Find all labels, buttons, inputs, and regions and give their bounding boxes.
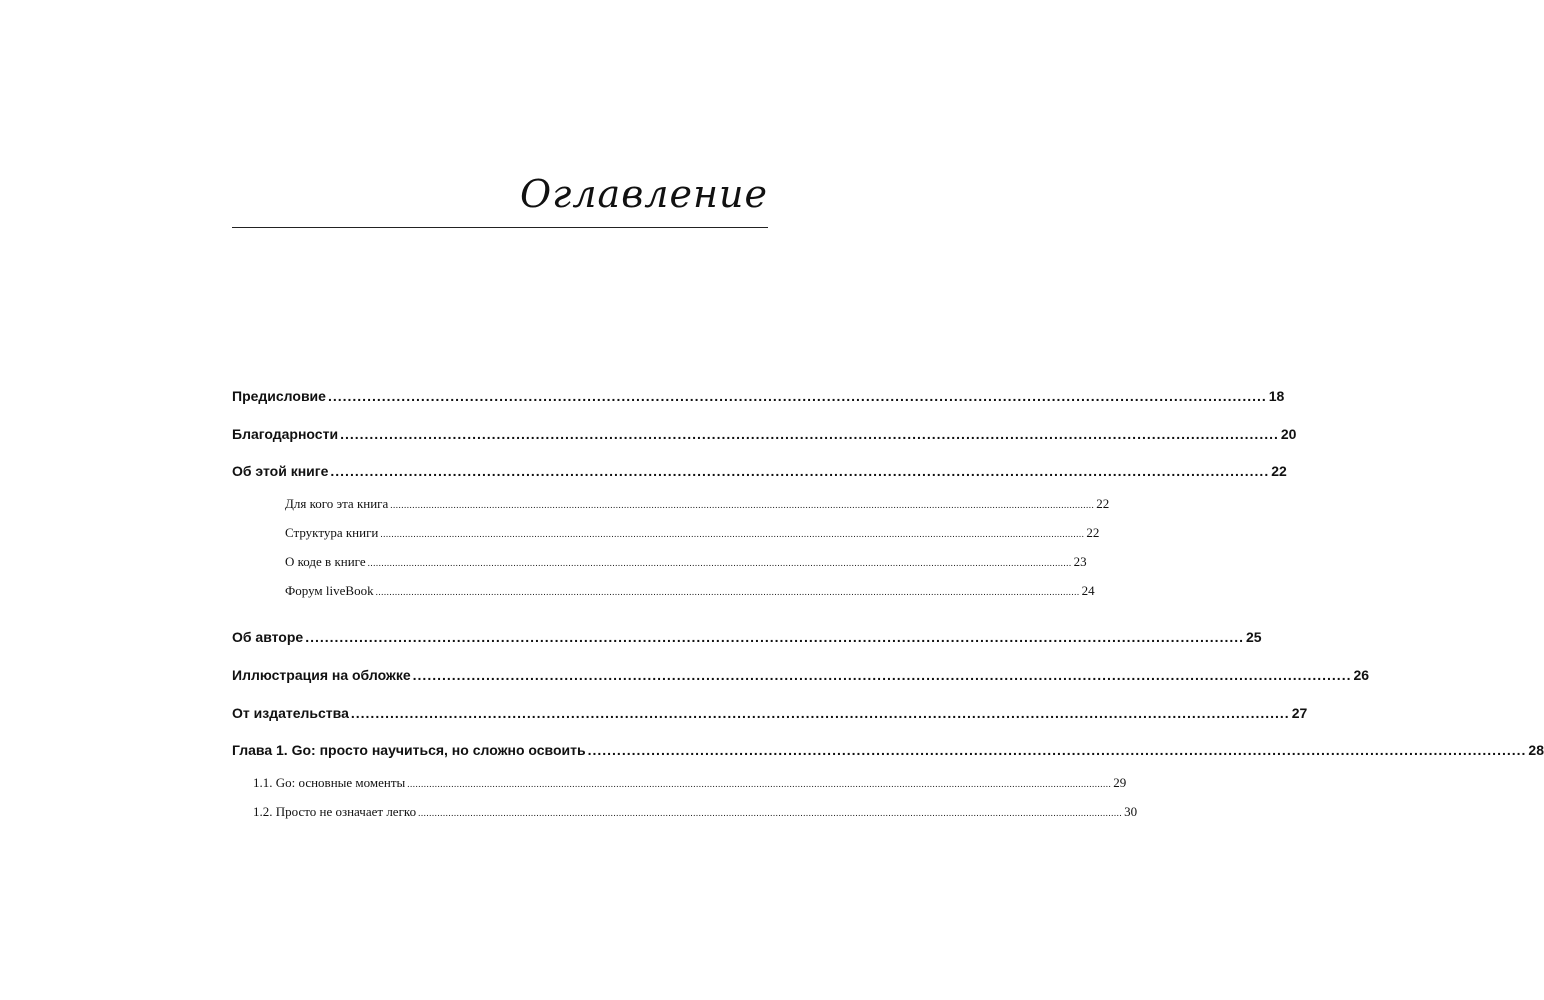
toc-entry-page: 20 <box>1280 426 1297 442</box>
toc-entry-label: Структура книги <box>285 525 379 540</box>
dot-leader: ................................................................................................................................................................................................ <box>412 667 1352 683</box>
dot-leader: ................................................................................................................................................................................................ <box>330 463 1270 479</box>
toc-entry-page: 30 <box>1124 804 1138 819</box>
toc-subentry-structure[interactable] <box>285 524 1100 541</box>
dot-leader: ................................................................................................................................................................................................................................................................ <box>407 779 1112 789</box>
toc-entry-page: 23 <box>1073 554 1087 569</box>
dot-leader: ................................................................................................................................................................................................ <box>350 705 1290 721</box>
toc-entry-label: Глава 1. Go: просто научиться, но сложно освоить <box>232 742 586 758</box>
dot-leader: ................................................................................................................................................................................................................................................................ <box>367 558 1072 568</box>
toc-subentry-1-1[interactable] <box>253 774 1127 791</box>
toc-entry-page: 18 <box>1268 388 1285 404</box>
toc-entry-label: О коде в книге <box>285 554 366 569</box>
toc-subentry-code[interactable] <box>285 553 1087 570</box>
toc-entry-page: 22 <box>1271 463 1287 479</box>
toc-entry-page: 25 <box>1246 629 1262 645</box>
toc-entry-page: 22 <box>1096 496 1110 511</box>
toc-entry-from-publisher[interactable] <box>232 704 1308 722</box>
toc-entry-about-author[interactable] <box>232 628 1262 646</box>
toc-entry-preface[interactable] <box>232 387 1285 405</box>
toc-subentry-audience[interactable] <box>285 495 1110 512</box>
toc-entry-label: Форум liveBook <box>285 583 374 598</box>
toc-entry-cover-illustration[interactable] <box>232 666 1370 684</box>
toc-entry-acknowledgements[interactable] <box>232 425 1297 443</box>
toc-subentry-forum[interactable] <box>285 582 1095 599</box>
toc-entry-page: 27 <box>1291 705 1308 721</box>
dot-leader: ................................................................................................................................................................................................................................................................ <box>418 808 1123 818</box>
toc-entry-label: Для кого эта книга <box>285 496 389 511</box>
dot-leader: ................................................................................................................................................................................................ <box>587 742 1527 758</box>
dot-leader: ................................................................................................................................................................................................................................................................ <box>380 529 1085 539</box>
toc-entry-label: Иллюстрация на обложке <box>232 667 411 683</box>
dot-leader: ................................................................................................................................................................................................................................................................ <box>390 500 1095 510</box>
toc-subentry-1-2[interactable] <box>253 803 1138 820</box>
toc-entry-page: 29 <box>1113 775 1127 790</box>
toc-entry-page: 24 <box>1081 583 1095 598</box>
toc-entry-page: 26 <box>1353 667 1370 683</box>
toc-entry-label: 1.2. Просто не означает легко <box>253 804 417 819</box>
toc-entry-label: 1.1. Go: основные моменты <box>253 775 406 790</box>
dot-leader: ................................................................................................................................................................................................ <box>340 426 1279 442</box>
toc-entry-label: Благодарности <box>232 426 339 442</box>
toc-entry-label: Об этой книге <box>232 463 329 479</box>
page-title: Оглавление <box>519 172 768 216</box>
toc-entry-label: От издательства <box>232 705 349 721</box>
toc-entry-about-book[interactable] <box>232 462 1287 480</box>
toc-entry-label: Об авторе <box>232 629 304 645</box>
title-rule <box>232 227 768 228</box>
toc-entry-label: Предисловие <box>232 388 326 404</box>
dot-leader: ................................................................................................................................................................................................................................................................ <box>375 587 1080 597</box>
toc-entry-page: 28 <box>1528 742 1544 758</box>
toc-entry-page: 22 <box>1086 525 1100 540</box>
dot-leader: ................................................................................................................................................................................................ <box>305 629 1245 645</box>
toc-entry-chapter-1[interactable] <box>232 741 1544 759</box>
dot-leader: ................................................................................................................................................................................................ <box>327 388 1267 404</box>
